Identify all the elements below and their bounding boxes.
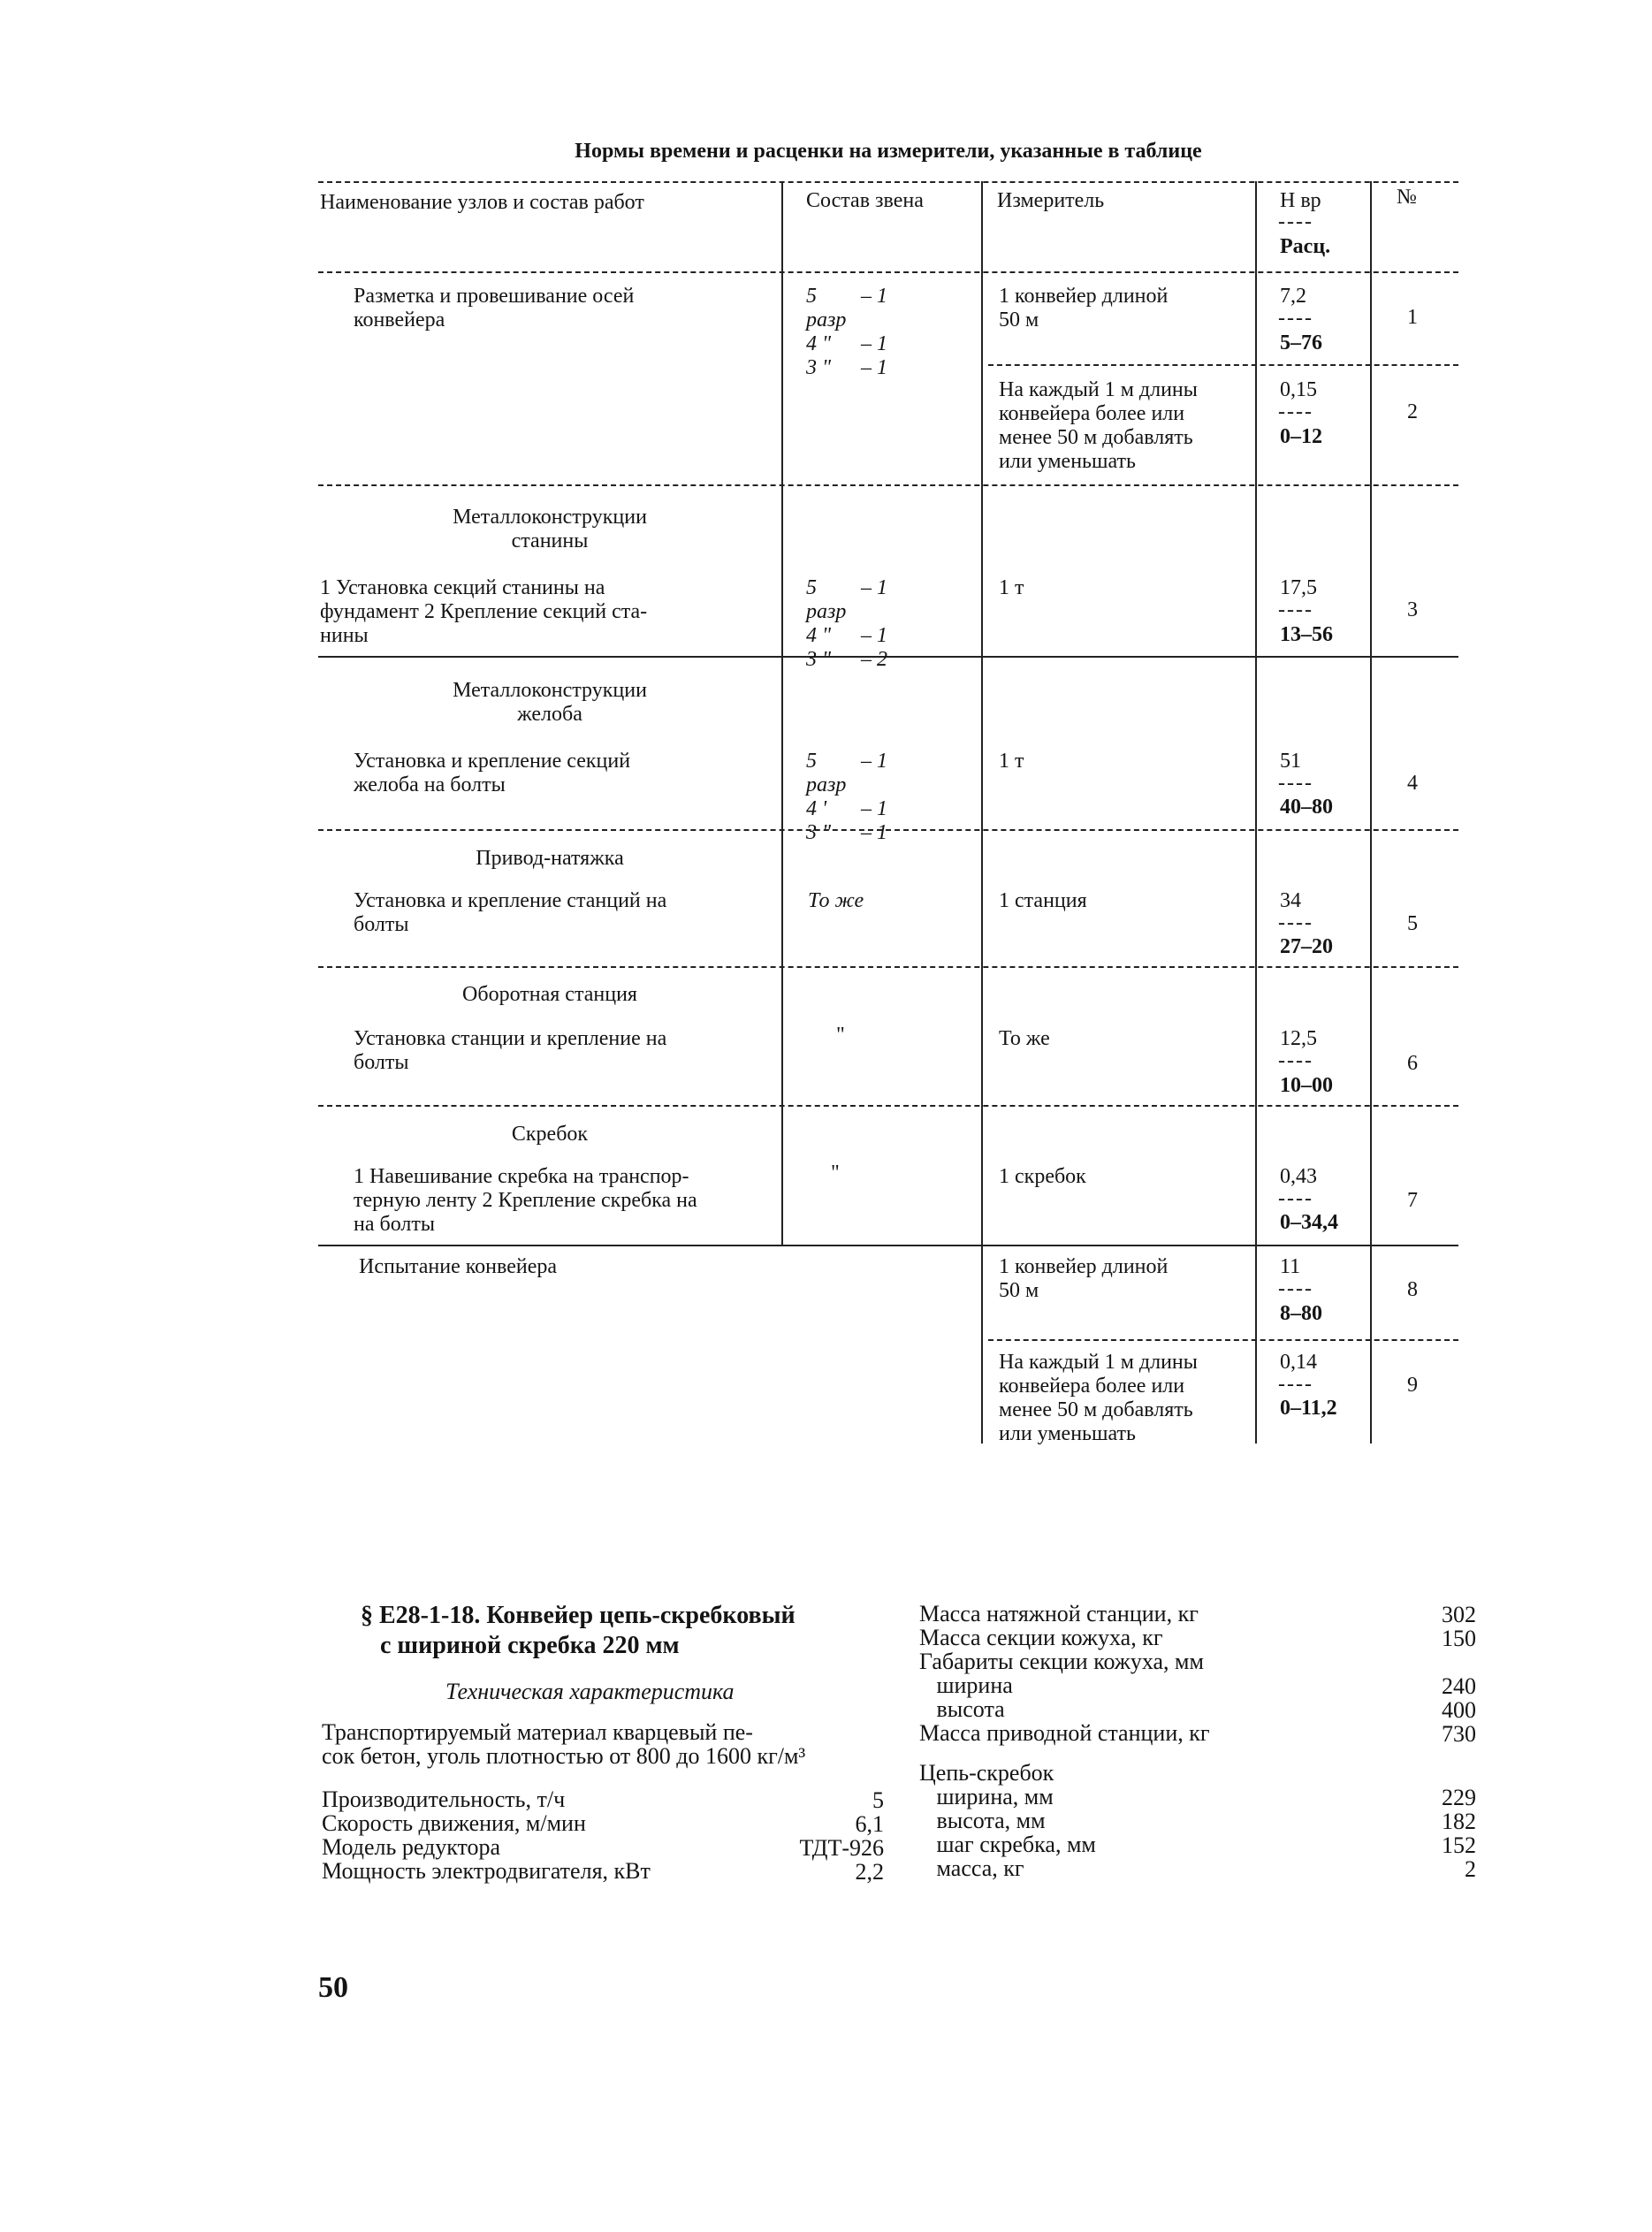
spec-value: 240 [1442, 1673, 1476, 1699]
spec-value: 302 [1442, 1602, 1476, 1627]
rate-value: 5–76 [1280, 331, 1322, 354]
unit-text: 1 конвейер длиной 50 м [999, 1255, 1169, 1302]
section-title: Скребок [511, 1123, 589, 1146]
norm-divider: ---- [1278, 772, 1313, 795]
norm-divider: ---- [1278, 307, 1313, 330]
row-number: 2 [1407, 400, 1418, 423]
spec-value: 5 [872, 1787, 884, 1813]
material-description: Транспортируемый материал кварцевый пе- сок бетон, уголь плотностью от 800 до 1600 кг/м³ [322, 1719, 806, 1769]
rule [318, 181, 1458, 183]
spec-label: ширина [919, 1672, 1013, 1698]
spec-label: Модель редуктора [322, 1834, 501, 1860]
section-subtitle: Техническая характеристика [445, 1679, 735, 1704]
rule [318, 656, 1458, 658]
unit-text: 1 т [999, 576, 1024, 599]
header-unit: Измеритель [997, 189, 1105, 212]
spec-label: масса, кг [919, 1855, 1024, 1881]
rate-value: 27–20 [1280, 935, 1333, 958]
work-description: Установка станции и крепление на болты [354, 1027, 667, 1074]
table-title: Нормы времени и расценки на измерители, указанные в таблице [575, 140, 1202, 163]
crew-count: – 1 [861, 624, 887, 647]
crew-count: – 1 [861, 332, 887, 355]
crew-composition: " [831, 1162, 840, 1185]
col-divider [981, 181, 983, 1444]
crew-grade: 3 " [806, 648, 832, 671]
spec-value: 182 [1442, 1809, 1476, 1834]
spec-value: 150 [1442, 1626, 1476, 1651]
spec-label: Скорость движения, м/мин [322, 1810, 586, 1836]
spec-label: шаг скребка, мм [919, 1832, 1096, 1857]
row-number: 5 [1407, 912, 1418, 935]
crew-grade: 5 разр [806, 285, 847, 331]
norm-value: 17,5 [1280, 576, 1317, 599]
norm-divider: ---- [1278, 598, 1313, 621]
col-divider [1370, 181, 1372, 1444]
spec-label: Масса натяжной станции, кг [919, 1601, 1199, 1626]
crew-count: – 2 [861, 648, 887, 671]
norm-value: 7,2 [1280, 285, 1306, 308]
crew-count: – 1 [861, 285, 887, 308]
row-number: 8 [1407, 1278, 1418, 1301]
crew-count: – 1 [861, 750, 887, 773]
norm-value: 51 [1280, 750, 1301, 773]
crew-composition: То же [808, 889, 864, 912]
spec-label: высота [919, 1696, 1005, 1722]
spec-label: Масса секции кожуха, кг [919, 1625, 1163, 1650]
unit-text: 1 станция [999, 889, 1087, 912]
norm-value: 0,43 [1280, 1165, 1317, 1188]
rate-value: 13–56 [1280, 623, 1333, 646]
spec-label: Габариты секции кожуха, мм [919, 1649, 1204, 1674]
spec-value: 400 [1442, 1697, 1476, 1723]
spec-label: Цепь-скребок [919, 1760, 1054, 1786]
work-description: Установка и крепление секций желоба на болты [354, 750, 631, 796]
unit-text: То же [999, 1027, 1050, 1050]
section-title: Металлоконструкции желоба [453, 679, 647, 726]
crew-composition: " [836, 1024, 845, 1047]
header-crew: Состав звена [806, 189, 924, 212]
spec-value: 730 [1442, 1721, 1476, 1747]
section-heading: с шириной скребка 220 мм [380, 1632, 680, 1659]
work-description: 1 Установка секций станины на фундамент 2 Крепление секций ста- нины [320, 576, 648, 647]
col-divider [781, 181, 783, 1245]
norm-value: 34 [1280, 889, 1301, 912]
spec-label: ширина, мм [919, 1784, 1054, 1809]
row-number: 3 [1407, 598, 1418, 621]
work-description: Испытание конвейера [359, 1255, 558, 1278]
spec-value: 2,2 [855, 1859, 884, 1885]
rule [318, 966, 1458, 968]
unit-text: На каждый 1 м длины конвейера более или менее 50 м добавлять или уменьшать [999, 1351, 1198, 1445]
norm-value: 12,5 [1280, 1027, 1317, 1050]
rate-value: 40–80 [1280, 796, 1333, 819]
spec-value: 229 [1442, 1785, 1476, 1810]
section-title: Привод-натяжка [476, 847, 624, 870]
header-name: Наименование узлов и состав работ [320, 191, 644, 214]
crew-grade: 4 " [806, 332, 832, 355]
crew-grade: 5 разр [806, 750, 847, 796]
rule [988, 364, 1458, 366]
row-number: 1 [1407, 306, 1418, 329]
rate-value: 0–34,4 [1280, 1211, 1338, 1234]
norm-value: 0,14 [1280, 1351, 1317, 1374]
section-title: Металлоконструкции станины [453, 506, 647, 552]
crew-grade: 4 " [806, 624, 832, 647]
rate-value: 8–80 [1280, 1302, 1322, 1325]
rate-value: 0–11,2 [1280, 1397, 1337, 1420]
rule [318, 1245, 1458, 1246]
spec-value: 152 [1442, 1832, 1476, 1858]
crew-grade: 4 ' [806, 797, 827, 820]
norm-divider: ---- [1278, 400, 1313, 423]
header-no: № [1397, 186, 1417, 209]
norm-divider: ---- [1278, 1187, 1313, 1210]
norm-divider: ---- [1278, 1373, 1313, 1396]
row-number: 6 [1407, 1052, 1418, 1075]
crew-grade: 3 " [806, 821, 832, 844]
rule [318, 484, 1458, 486]
row-number: 9 [1407, 1374, 1418, 1397]
unit-text: 1 скребок [999, 1165, 1086, 1188]
header-rate: Расц. [1280, 235, 1331, 258]
row-number: 7 [1407, 1189, 1418, 1212]
rule [988, 1339, 1458, 1341]
spec-label: высота, мм [919, 1808, 1046, 1833]
crew-count: – 1 [861, 576, 887, 599]
rate-value: 10–00 [1280, 1074, 1333, 1097]
norm-value: 11 [1280, 1255, 1301, 1278]
crew-count: – 1 [861, 821, 887, 844]
crew-count: – 1 [861, 797, 887, 820]
unit-text: 1 т [999, 750, 1024, 773]
spec-label: Масса приводной станции, кг [919, 1720, 1210, 1746]
norm-divider: ---- [1278, 1277, 1313, 1300]
crew-composition [806, 576, 887, 672]
page-number: 50 [318, 1971, 348, 2004]
rule [318, 1105, 1458, 1107]
crew-composition [806, 285, 887, 380]
work-description: Установка и крепление станций на болты [354, 889, 667, 936]
work-description: Разметка и провешивание осей конвейера [354, 285, 635, 331]
section-title: Оборотная станция [462, 983, 637, 1006]
work-description: 1 Навешивание скребка на транспор- терную ленту 2 Крепление скребка на на болты [354, 1165, 697, 1236]
rate-value: 0–12 [1280, 425, 1322, 448]
norm-divider: ---- [1278, 911, 1313, 934]
spec-label: Производительность, т/ч [322, 1786, 566, 1812]
rule [318, 271, 1458, 273]
spec-value: 6,1 [855, 1811, 884, 1837]
header-norm: Н вр [1280, 189, 1321, 212]
rule [318, 829, 1458, 831]
unit-text: На каждый 1 м длины конвейера более или менее 50 м добавлять или уменьшать [999, 378, 1198, 473]
crew-composition [806, 750, 887, 845]
crew-grade: 3 " [806, 356, 832, 379]
header-divider: ---- [1278, 210, 1313, 233]
norm-value: 0,15 [1280, 378, 1317, 401]
spec-value: ТДТ-926 [799, 1835, 884, 1861]
col-divider [1255, 181, 1257, 1444]
crew-grade: 5 разр [806, 576, 847, 623]
spec-label: Мощность электродвигателя, кВт [322, 1858, 651, 1884]
norm-divider: ---- [1278, 1049, 1313, 1072]
spec-value: 2 [1465, 1856, 1476, 1882]
section-heading: § Е28-1-18. Конвейер цепь-скребковый [361, 1602, 796, 1629]
unit-text: 1 конвейер длиной 50 м [999, 285, 1169, 331]
crew-count: – 1 [861, 356, 887, 379]
row-number: 4 [1407, 772, 1418, 795]
